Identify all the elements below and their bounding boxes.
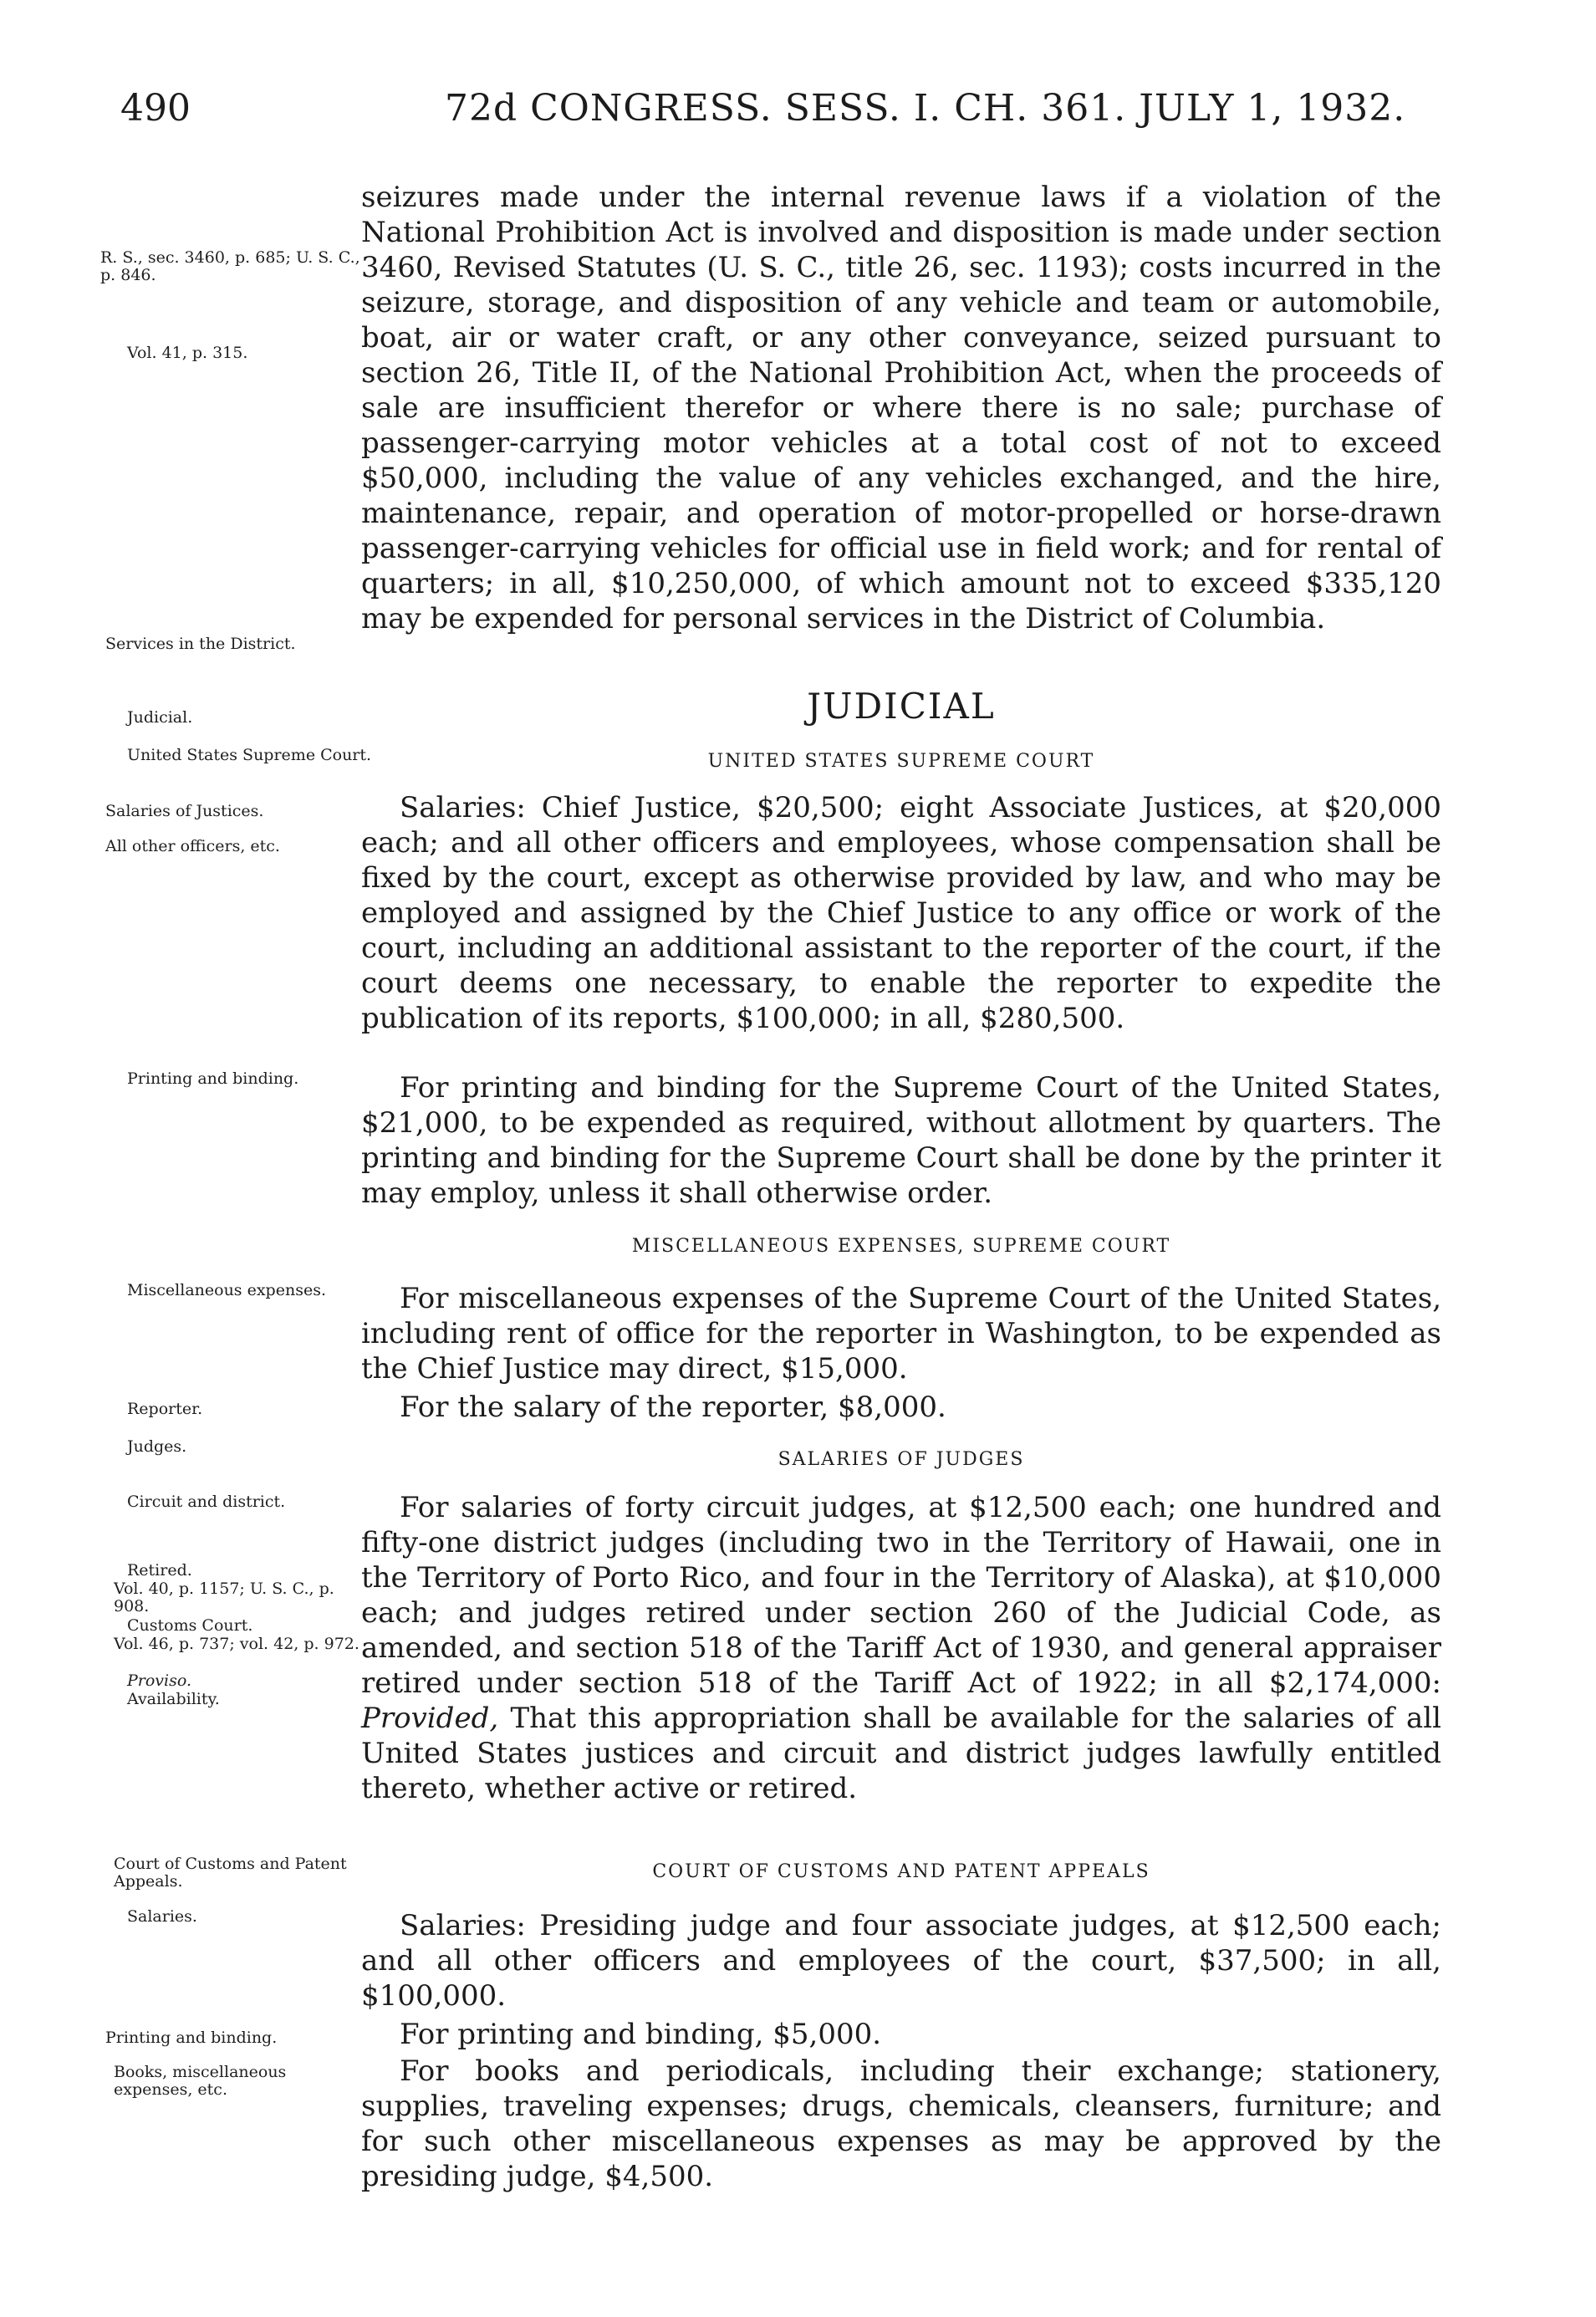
paragraph-salaries-judges	[361, 1490, 1441, 1806]
page-header	[0, 87, 1596, 145]
paragraph-misc-expenses: For miscellaneous expenses of the Supreme Court of the United States, including rent of office for the reporter in Washington, to be expended as the Chief Justice may direct, $15,000.	[361, 1282, 1441, 1386]
margin-note-books-misc: Books, miscellaneous expenses, etc.	[114, 2063, 287, 2099]
margin-note-reporter: Reporter.	[127, 1400, 203, 1418]
paragraph-printing-binding-1: For printing and binding for the Supreme Court of the United States, $21,000, to be expended as required, without allotment by quarters. The printing and binding for the Supreme Court shall be done by the printer it may employ, unless it shall otherwise order.	[361, 1071, 1441, 1210]
heading-salaries-judges: SALARIES OF JUDGES	[778, 1449, 1025, 1470]
margin-note-all-other-officers: All other officers, etc.	[105, 837, 280, 855]
heading-us-supreme-court: UNITED STATES SUPREME COURT	[707, 751, 1095, 772]
paragraph-reporter: For the salary of the reporter, $8,000.	[400, 1391, 946, 1424]
heading-judicial: JUDICIAL	[807, 686, 996, 727]
margin-note-judicial: Judicial.	[127, 708, 193, 727]
running-head: 72d CONGRESS. SESS. I. CH. 361. JULY 1, 1932.	[445, 87, 1406, 130]
margin-note-customs-court: Customs Court.	[127, 1616, 253, 1635]
margin-note-availability: Availability.	[127, 1690, 220, 1708]
paragraph-books-misc: For books and periodicals, including their exchange; stationery, supplies, traveling expenses; drugs, chemicals, cleansers, furniture; and for such other miscellaneous expenses as may be approved by the presiding judge, $4,500.	[361, 2054, 1441, 2193]
margin-note-circuit-district: Circuit and district.	[127, 1493, 286, 1511]
margin-note-proviso: Proviso.	[127, 1671, 192, 1690]
margin-note-salaries-justices: Salaries of Justices.	[105, 802, 264, 820]
paragraph-salaries-judges-part-b: That this appropriation shall be available for the salaries of all United States justices and circuit and district judges lawfully entitled thereto, whether active or retired.	[361, 1702, 1441, 1805]
heading-customs-court: COURT OF CUSTOMS AND PATENT APPEALS	[652, 1861, 1150, 1882]
margin-note-salaries: Salaries.	[127, 1907, 197, 1926]
paragraph-printing-binding-2: For printing and binding, $5,000.	[400, 2018, 882, 2051]
margin-note-us-supreme-court: United States Supreme Court.	[127, 746, 372, 764]
margin-note-customs-ref: Vol. 46, p. 737; vol. 42, p. 972.	[114, 1635, 359, 1653]
margin-note-misc-expenses: Miscellaneous expenses.	[127, 1281, 326, 1299]
heading-misc-expenses: MISCELLANEOUS EXPENSES, SUPREME COURT	[631, 1236, 1171, 1257]
margin-note-vol41: Vol. 41, p. 315.	[127, 344, 248, 362]
margin-note-rs-ref: R. S., sec. 3460, p. 685; U. S. C., p. 846.	[100, 248, 360, 284]
margin-note-court-customs-patent: Court of Customs and Patent Appeals.	[114, 1855, 347, 1891]
margin-note-judges: Judges.	[127, 1437, 187, 1456]
margin-note-retired: Retired.	[127, 1561, 192, 1580]
margin-note-printing-binding-1: Printing and binding.	[127, 1069, 299, 1088]
margin-note-services-district: Services in the District.	[105, 635, 296, 653]
paragraph-salaries-judges-part-a: For salaries of forty circuit judges, at $12,500 each; one hundred and fifty-one district judges (including two in the Territory of Hawaii, one in the Territory of Porto Rico, and four in the Territory of Alaska), at $10,000 each; and judges retired under section 260 of the Judicial Code, as amended, and section 518 of the Tariff Act of 1930, and general appraiser retired under section 518 of the Tariff Act of 1922; in all $2,174,000:	[361, 1491, 1441, 1700]
proviso-word: Provided,	[361, 1702, 499, 1735]
paragraph-salaries-justices: Salaries: Chief Justice, $20,500; eight Associate Justices, at $20,000 each; and all other officers and employees, whose compensation shall be fixed by the court, except as otherwise provided by law, and who may be employed and assigned by the Chief Justice to any office or work of the court, including an additional assistant to the reporter of the court, if the court deems one necessary, to enable the reporter to expedite the publication of its reports, $100,000; in all, $280,500.	[361, 791, 1441, 1035]
margin-note-retired-ref: Vol. 40, p. 1157; U. S. C., p. 908.	[114, 1580, 334, 1615]
margin-note-printing-binding-2: Printing and binding.	[105, 2029, 278, 2047]
paragraph-customs-salaries: Salaries: Presiding judge and four associate judges, at $12,500 each; and all other officers and employees of the court, $37,500; in all, $100,000.	[361, 1909, 1441, 2013]
page-number: 490	[120, 87, 191, 130]
paragraph-seizures: seizures made under the internal revenue laws if a violation of the National Prohibition Act is involved and disposition is made under section 3460, Revised Statutes (U. S. C., title 26, sec. 1193); costs incurred in the seizure, storage, and disposition of any vehicle and team or automobile, boat, air or water craft, or any other conveyance, seized pursuant to section 26, Title II, of the National Prohibition Act, when the proceeds of sale are insufficient therefor or where there is no sale; purchase of passenger-carrying motor vehicles at a total cost of not to exceed $50,000, including the value of any vehicles exchanged, and the hire, maintenance, repair, and operation of motor-propelled or horse-drawn passenger-carrying vehicles for official use in field work; and for rental of quarters; in all, $10,250,000, of which amount not to exceed $335,120 may be expended for personal services in the District of Columbia.	[361, 181, 1441, 635]
